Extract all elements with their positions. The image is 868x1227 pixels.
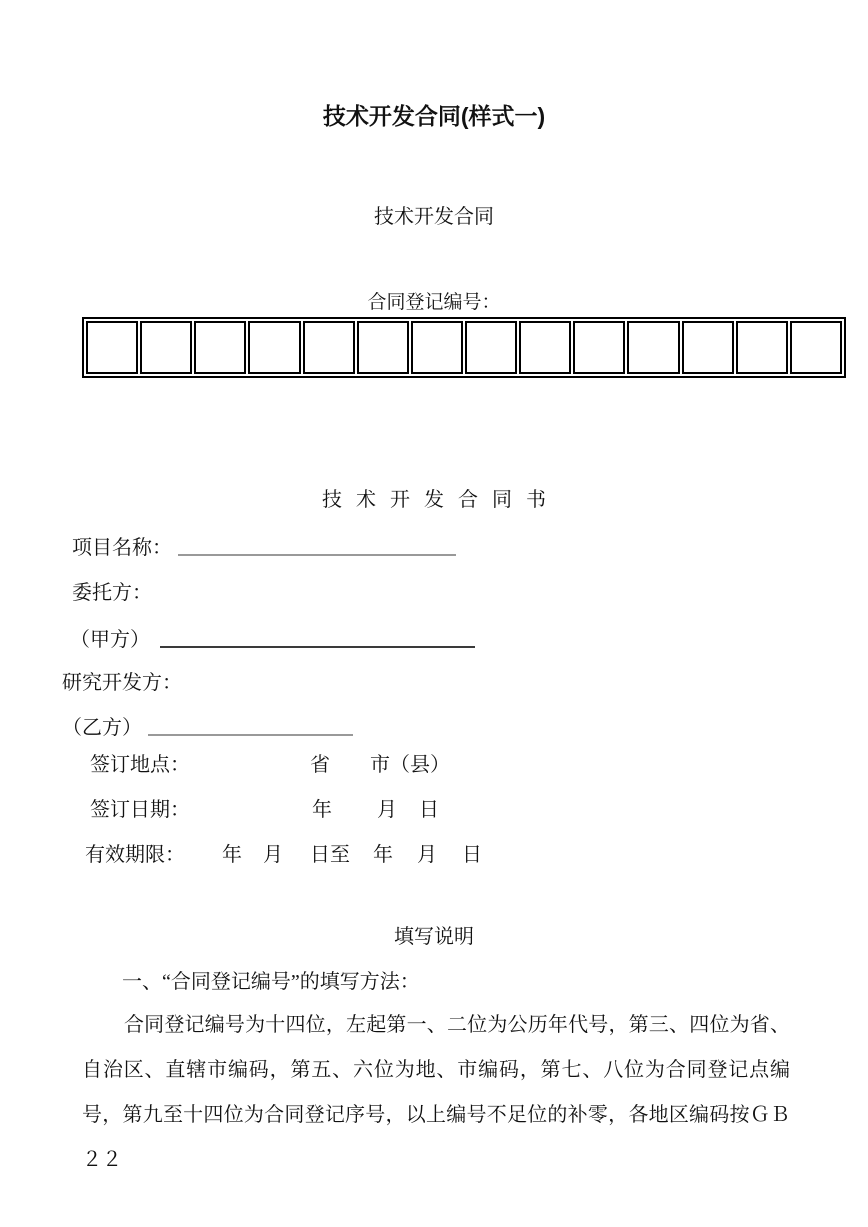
month-unit: 月 <box>377 799 397 821</box>
project-name-blank-line <box>178 538 456 556</box>
validity-period-row <box>0 843 868 869</box>
registration-digit-cell <box>357 321 409 374</box>
registration-number-label: 合同登记编号： <box>367 292 501 313</box>
end-year-unit: 年 <box>373 844 393 866</box>
project-name-row <box>72 536 456 560</box>
developer-party-label: 研究开发方： <box>62 672 182 694</box>
party-a-label: （甲方） <box>70 629 150 651</box>
registration-digit-cell <box>303 321 355 374</box>
city-county-unit: 市（县） <box>370 754 450 776</box>
start-day-to-unit: 日至 <box>310 844 350 866</box>
start-year-unit: 年 <box>222 844 242 866</box>
party-a-row <box>70 628 475 652</box>
signing-place-row <box>0 753 868 779</box>
developer-party-row <box>62 671 182 695</box>
registration-digit-cell <box>627 321 679 374</box>
registration-digit-cell <box>790 321 842 374</box>
document-subtitle: 技术开发合同 <box>374 206 494 228</box>
registration-digit-cell <box>411 321 463 374</box>
registration-digit-cell <box>194 321 246 374</box>
party-b-row <box>62 716 353 740</box>
signing-place-label: 签订地点： <box>90 754 190 776</box>
party-a-blank-line <box>160 630 475 648</box>
province-unit: 省 <box>310 754 330 776</box>
instructions-heading: 填写说明 <box>394 926 474 948</box>
registration-digit-cell <box>140 321 192 374</box>
document-title: 技术开发合同(样式一) <box>322 103 546 129</box>
project-name-label: 项目名称： <box>72 537 172 559</box>
registration-digit-cell <box>465 321 517 374</box>
instruction-paragraph-1: 合同登记编号为十四位，左起第一、二位为公历年代号，第三、四位为省、自治区、直辖市编码，第五、六位为地、市编码，第七、八位为合同登记点编号，第九至十四位为合同登记序号，以上编号不足位的补零，各地区编码按ＧＢ２２ <box>82 1014 790 1171</box>
signing-date-row <box>0 798 868 824</box>
party-b-blank-line <box>148 718 353 736</box>
end-day-unit: 日 <box>462 844 482 866</box>
entrusting-party-row <box>72 581 152 605</box>
registration-number-table <box>82 317 846 378</box>
party-b-label: （乙方） <box>62 717 142 739</box>
entrusting-party-label: 委托方： <box>72 582 152 604</box>
day-unit: 日 <box>419 799 439 821</box>
end-month-unit: 月 <box>417 844 437 866</box>
registration-digit-cell <box>519 321 571 374</box>
contract-book-heading: 技 术 开 发 合 同 书 <box>322 489 546 511</box>
start-month-unit: 月 <box>263 844 283 866</box>
signing-date-label: 签订日期： <box>90 799 190 821</box>
registration-digit-cell <box>573 321 625 374</box>
registration-digit-cell <box>86 321 138 374</box>
instruction-item-1: 一、“合同登记编号”的填写方法： <box>122 971 420 993</box>
registration-digit-cell <box>736 321 788 374</box>
year-unit: 年 <box>312 799 332 821</box>
registration-digit-cell <box>248 321 300 374</box>
registration-digit-cell <box>682 321 734 374</box>
validity-period-label: 有效期限： <box>85 844 185 866</box>
